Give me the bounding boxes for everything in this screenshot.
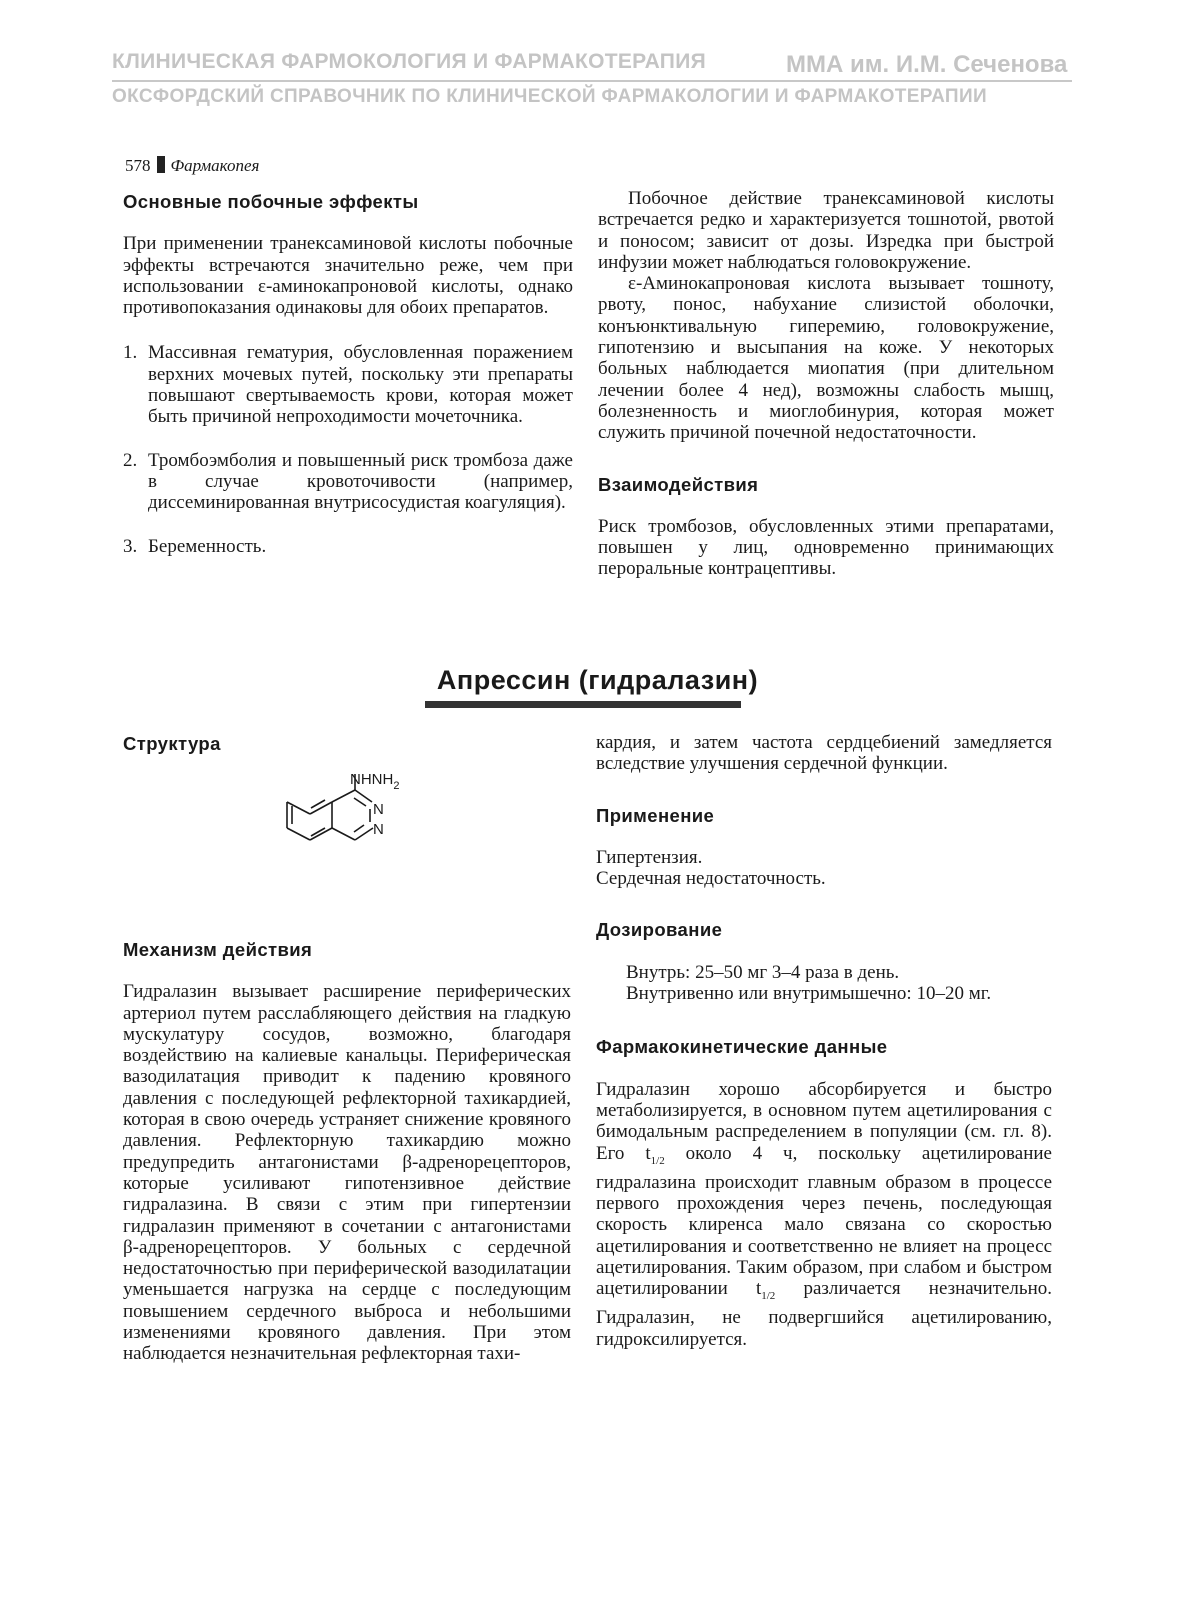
application-line: Гипертензия. [596, 846, 703, 868]
watermark-institution: ММА им. И.М. Сеченова [786, 51, 1068, 78]
list-text: Беременность. [148, 535, 267, 557]
aminocaproic-side-effects: ε-Аминокапроновая кислота вызывает тошноту, рвоту, понос, набухание слизистой оболочки, конъюнктивальную гиперемию, головокружение, гипотензию и высыпания на коже. У некоторых больных наблюдается миопатия (при длительном лечении более 4 нед), возможны слабость мышц, болезненность и миоглобинурия, которая может служить причиной почечной недостаточности. [598, 273, 1054, 444]
dosage-line: Внутрь: 25–50 мг 3–4 раза в день. [626, 961, 900, 983]
dosage-heading: Дозирование [596, 919, 723, 941]
running-head-bar [157, 156, 165, 173]
mechanism-block [123, 939, 571, 1365]
running-head-section: Фармакопея [170, 156, 260, 175]
list-text: Массивная гематурия, обусловленная поражением верхних мочевых путей, поскольку эти препараты повышают свертываемость крови, которая может быть причиной непроходимости мочеточника. [148, 342, 573, 428]
structure-heading: Структура [123, 733, 221, 754]
list-item [123, 342, 573, 427]
list-item [123, 450, 573, 514]
tranexamic-side-effects: Побочное действие транексаминовой кислоты встречается редко и характеризуется тошнотой, рвотой и поносом; зависит от дозы. Изредка при быстрой инфузии может наблюдаться головокружение. [598, 188, 1054, 273]
watermark-line-2: ОКСФОРДСКИЙ СПРАВОЧНИК ПО КЛИНИЧЕСКОЙ ФАРМАКОЛОГИИ И ФАРМАКОТЕРАПИИ [112, 86, 987, 107]
mechanism-continuation: кардия, и затем частота сердцебиений замедляется вследствие улучшения сердечной функции. [596, 732, 1052, 775]
watermark-line-1: КЛИНИЧЕСКАЯ ФАРМОКОЛОГИЯ И ФАРМАКОТЕРАПИЯ [112, 50, 706, 73]
contraindications-list [123, 342, 573, 556]
interactions-heading: Взаимодействия [598, 473, 759, 495]
side-effects-heading: Основные побочные эффекты [123, 191, 419, 212]
bottom-right-column [596, 732, 1052, 1350]
nitrogen-label: N [373, 821, 384, 838]
mechanism-text: Гидралазин вызывает расширение периферических артериол путем расслабляющего действия на гладкую мускулатуру сосудов, возможно, благодаря воздействию на калиевые канальцы. Периферическая вазодилатация приводит к падению кровяного давления с последующей рефлекторной тахикардией, которая в свою очередь устраняет снижение кровяного давления. Рефлекторную тахикардию можно предупредить антагонистами β-адренорецепторов, которые усиливают гипотензивное действие гидралазина. В связи с этим при гипертензии гидралазин применяют в сочетании с антагонистами β-адренорецепторов. У больных с сердечной недостаточностью при периферической вазодилатации уменьшается нагрузка на сердце с последующим повышением сердечного выброса и небольшими изменениями кровяного давления. При этом наблюдается незначительная рефлекторная тахи- [123, 981, 571, 1365]
page-number: 578 [125, 156, 151, 175]
pharmacokinetics-text: Гидралазин хорошо абсорбируется и быстро метаболизируется, в основном путем ацетилирования с бимодальным распределением в популяции (см. гл. 8). Его $t_{1/2}$ около 4 ч, поскольку ацетилирование гидралазина происходит главным образом в процессе первого прохождения через печень, последующая скорость клиренса мало связана со скоростью ацетилирования и соответственно не влияет на процесс ацетилирования. Таким образом, при слабом и быстром ацетилировании $t_{1/2}$ различается незначительно. Гидралазин, не подвергшийся ацетилированию, гидроксилируется. [596, 1078, 1052, 1350]
hydrazino-group-label: $NHNH_2$ [350, 771, 400, 792]
application-heading: Применение [596, 804, 715, 826]
list-item [123, 536, 573, 557]
list-number: 3. [123, 535, 138, 557]
list-number: 2. [123, 449, 138, 471]
top-right-column [598, 188, 1054, 580]
list-text: Тромбоэмболия и повышенный риск тромбоза даже в случае кровоточивости (например, диссеминированная внутрисосудистая коагуляция). [148, 449, 573, 514]
half-life-subscript: 1/2 [761, 1289, 776, 1302]
nitrogen-label: N [373, 801, 384, 818]
mechanism-heading: Механизм действия [123, 939, 313, 960]
watermark-rule [112, 80, 1072, 82]
structure-block [123, 733, 573, 754]
pharmacokinetics-heading: Фармакокинетические данные [596, 1036, 888, 1058]
top-left-column [123, 191, 573, 557]
interactions-text: Риск тромбозов, обусловленных этими препаратами, повышен у лиц, одновременно принимающих пероральные контрацептивы. [598, 515, 1054, 580]
application-line: Сердечная недостаточность. [596, 868, 826, 890]
dosage-line: Внутривенно или внутримышечно: 10–20 мг. [626, 983, 992, 1005]
drug-title: Апрессин (гидралазин) [436, 665, 759, 695]
side-effects-intro: При применении транексаминовой кислоты побочные эффекты встречаются значительно реже, чем при использовании ε-аминокапроновой кислоты, однако противопоказания одинаковы для обоих препаратов. [123, 233, 573, 319]
title-underline [425, 701, 741, 708]
list-number: 1. [123, 342, 138, 364]
half-life-subscript: 1/2 [650, 1154, 665, 1167]
running-head [125, 156, 259, 176]
hydralazine-structure [280, 762, 430, 872]
